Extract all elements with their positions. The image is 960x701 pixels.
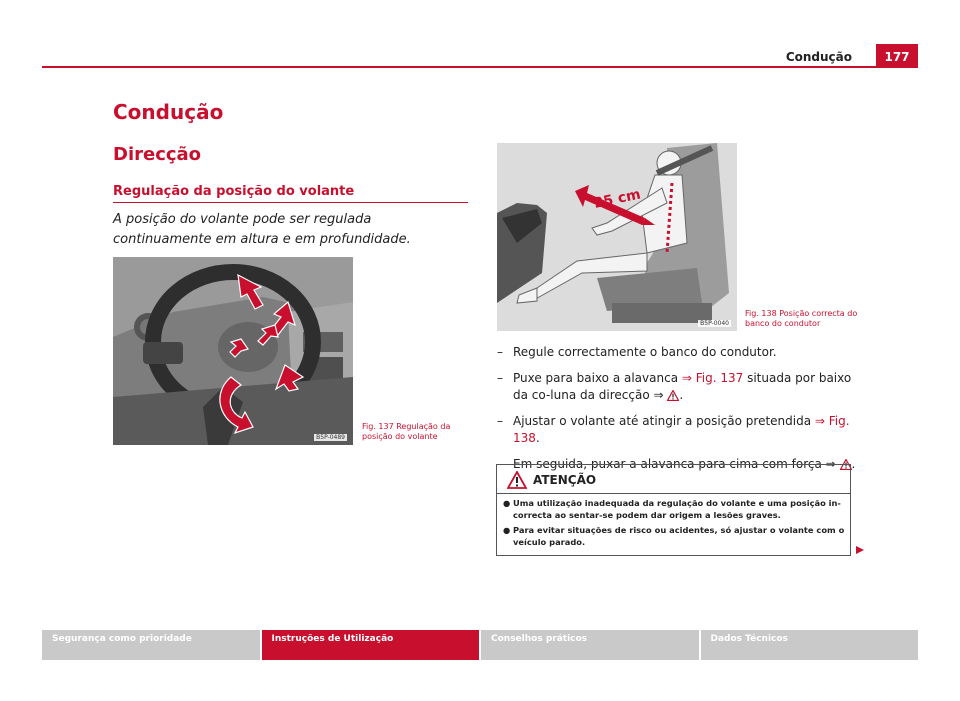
warning-item	[503, 497, 845, 521]
warning-item-text: Uma utilização inadequada da regulação do volante e uma posição in-correcta ao sentar-se podem dar origem a lesões graves.	[513, 498, 841, 520]
figure-caption-text: Regulação da posição do volante	[362, 422, 451, 441]
figure-137-steering-wheel	[113, 257, 353, 445]
steering-wheel-illustration	[113, 257, 353, 445]
step-dash: –	[497, 345, 503, 359]
section-title: Direcção	[113, 144, 202, 165]
warning-item	[503, 524, 845, 548]
figure-label: Fig. 138	[745, 309, 777, 318]
continue-arrow-icon	[855, 545, 865, 555]
tab-instrucoes[interactable]: Instruções de Utilização	[262, 630, 480, 660]
step-text: Puxe para baixo a alavanca	[513, 371, 682, 385]
warning-item-text: Para evitar situações de risco ou acidentes, só ajustar o volante com o veículo parado.	[513, 525, 845, 547]
step-text: Em seguida, puxar a alavanca para cima com força ⇒	[513, 457, 840, 471]
bullet: ●	[503, 525, 511, 535]
subsection-rule	[113, 202, 468, 203]
step-item	[497, 370, 857, 404]
figure-label: Fig. 137	[362, 422, 394, 431]
tab-seguranca[interactable]: Segurança como prioridade	[42, 630, 260, 660]
figure-138-seat-position	[497, 143, 737, 331]
warning-body	[503, 497, 845, 551]
step-text: Ajustar o volante até atingir a posição pretendida	[513, 414, 815, 428]
chapter-title: Condução	[113, 100, 224, 124]
warning-header	[497, 465, 850, 494]
header-rule	[42, 66, 918, 68]
footer-navigation	[42, 630, 918, 660]
warning-triangle-icon[interactable]	[667, 390, 679, 401]
distance-label: 25 cm	[592, 186, 643, 212]
step-end: .	[851, 457, 856, 471]
seat-position-illustration	[497, 143, 737, 331]
step-dash: –	[497, 371, 503, 385]
figure-code: B5P-0489	[316, 434, 345, 441]
figure-138-caption	[745, 309, 860, 329]
intro-paragraph: A posição do volante pode ser regulada continuamente em altura e em profundidade.	[113, 212, 411, 247]
step-text: Regule correctamente o banco do condutor.	[513, 345, 777, 359]
warning-box	[496, 464, 851, 556]
page-number: 177	[876, 44, 918, 68]
xref-arrow: ⇒	[814, 414, 825, 428]
step-item	[497, 413, 857, 447]
figure-reference-link[interactable]: Fig. 137	[695, 371, 744, 385]
step-text-continued: situada por baixo da co-luna da direcção ⇒	[513, 371, 852, 402]
instruction-steps	[497, 344, 857, 482]
tab-dados-tecnicos[interactable]: Dados Técnicos	[701, 630, 919, 660]
subsection-title: Regulação da posição do volante	[113, 184, 355, 199]
figure-137-caption	[362, 422, 462, 442]
step-end: .	[535, 431, 540, 445]
step-dash: –	[497, 414, 503, 428]
tab-conselhos[interactable]: Conselhos práticos	[481, 630, 699, 660]
step-item	[497, 344, 857, 361]
warning-title: ATENÇÃO	[533, 473, 597, 487]
figure-caption-text: Posição correcta do banco do condutor	[745, 309, 858, 328]
figure-reference-link[interactable]: Fig. 138	[513, 414, 850, 445]
xref-arrow: ⇒	[681, 371, 692, 385]
bullet: ●	[503, 498, 511, 508]
step-dash: –	[497, 457, 503, 471]
figure-code: B5P-0040	[700, 320, 729, 327]
step-end: .	[679, 388, 684, 402]
running-header-title: Condução	[785, 50, 852, 64]
warning-triangle-icon	[507, 471, 527, 489]
